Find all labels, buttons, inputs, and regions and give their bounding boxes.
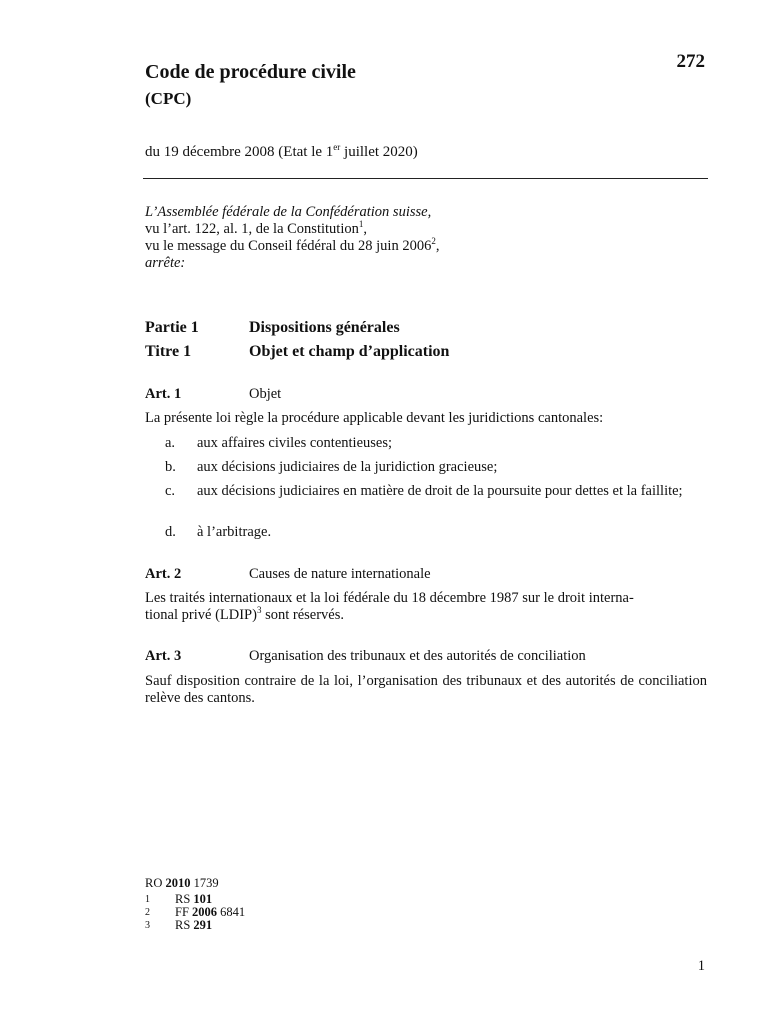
document-title: Code de procédure civile	[145, 61, 356, 83]
footnote-bold: 291	[193, 918, 213, 932]
footnote-number: 3	[145, 920, 150, 931]
title-heading	[145, 343, 449, 361]
article-heading	[145, 386, 281, 403]
list-text: aux affaires civiles contentieuses;	[197, 435, 393, 451]
article-label: Art. 2	[145, 566, 182, 582]
list-text: aux décisions judiciaires de la juridiction gracieuse;	[197, 459, 498, 475]
footnote-bold: 2006	[192, 905, 218, 919]
ro-prefix: RO	[145, 876, 166, 890]
footnote-bold: 101	[193, 892, 213, 906]
ro-year: 2010	[165, 876, 191, 890]
document-abbreviation: (CPC)	[145, 89, 192, 108]
header-divider	[143, 178, 708, 179]
footnote-suffix: 6841	[217, 905, 246, 919]
footnote-number: 1	[145, 894, 150, 905]
footnote-number: 2	[145, 907, 150, 918]
article-text-line	[145, 607, 707, 624]
punct: ,	[435, 238, 440, 254]
title-label: Titre 1	[145, 343, 192, 360]
article-heading	[145, 648, 586, 665]
article-text	[145, 590, 707, 624]
document-date	[145, 144, 418, 161]
footnote-prefix: FF	[175, 905, 193, 919]
preamble-decree: arrête:	[145, 255, 186, 271]
page-number: 1	[697, 958, 705, 974]
preamble	[145, 204, 439, 272]
ro-page: 1739	[190, 876, 219, 890]
list-letter: b.	[165, 459, 176, 475]
preamble-constitution	[145, 221, 439, 238]
part-heading	[145, 319, 400, 337]
footnote-prefix: RS	[175, 892, 194, 906]
title-title: Objet et champ d’application	[249, 343, 450, 360]
list-letter: c.	[165, 483, 176, 499]
list-text: aux décisions judiciaires en matière de droit de la poursuite pour dettes et la faillite;	[197, 483, 683, 499]
date-text-pre: du 19 décembre 2008 (Etat le 1	[145, 144, 334, 160]
article-text-pre: tional privé (LDIP)	[145, 607, 257, 623]
footnote-prefix: RS	[175, 918, 194, 932]
list-letter: a.	[165, 435, 176, 451]
footnote-ref-1[interactable]: 1	[358, 219, 364, 230]
preamble-message-text: vu le message du Conseil fédéral du 28 juin 2006	[145, 238, 432, 254]
article-text-post: sont réservés.	[261, 607, 344, 623]
punct: ,	[363, 221, 367, 237]
article-title: Objet	[249, 386, 282, 402]
rs-number: 272	[676, 51, 705, 72]
footnote-ref-2[interactable]: 2	[431, 236, 436, 247]
preamble-constitution-text: vu l’art. 122, al. 1, de la Constitution	[145, 221, 359, 237]
article-text: La présente loi règle la procédure applicable devant les juridictions cantonales:	[145, 410, 604, 426]
article-title: Causes de nature internationale	[249, 566, 431, 582]
article-label: Art. 1	[145, 386, 182, 402]
part-label: Partie 1	[145, 319, 199, 336]
list-text: à l’arbitrage.	[197, 524, 272, 540]
footnote	[145, 919, 212, 932]
official-compilation-ref	[145, 877, 219, 890]
article-text-line: Les traités internationaux et la loi fédérale du 18 décembre 1987 sur le droit interna-	[145, 590, 634, 606]
preamble-authority: L’Assemblée fédérale de la Confédération suisse,	[145, 204, 432, 220]
article-title: Organisation des tribunaux et des autorités de conciliation	[249, 648, 586, 664]
date-superscript: er	[333, 142, 341, 152]
list-letter: d.	[165, 524, 176, 540]
article-label: Art. 3	[145, 648, 182, 664]
article-heading	[145, 566, 431, 583]
article-text: Sauf disposition contraire de la loi, l’organisation des tribunaux et des autorités de conciliation relève des cantons.	[145, 673, 707, 706]
part-title: Dispositions générales	[249, 319, 400, 336]
footnote-ref-3[interactable]: 3	[256, 605, 262, 616]
date-text-post: juillet 2020)	[340, 144, 418, 160]
preamble-message	[145, 238, 439, 255]
